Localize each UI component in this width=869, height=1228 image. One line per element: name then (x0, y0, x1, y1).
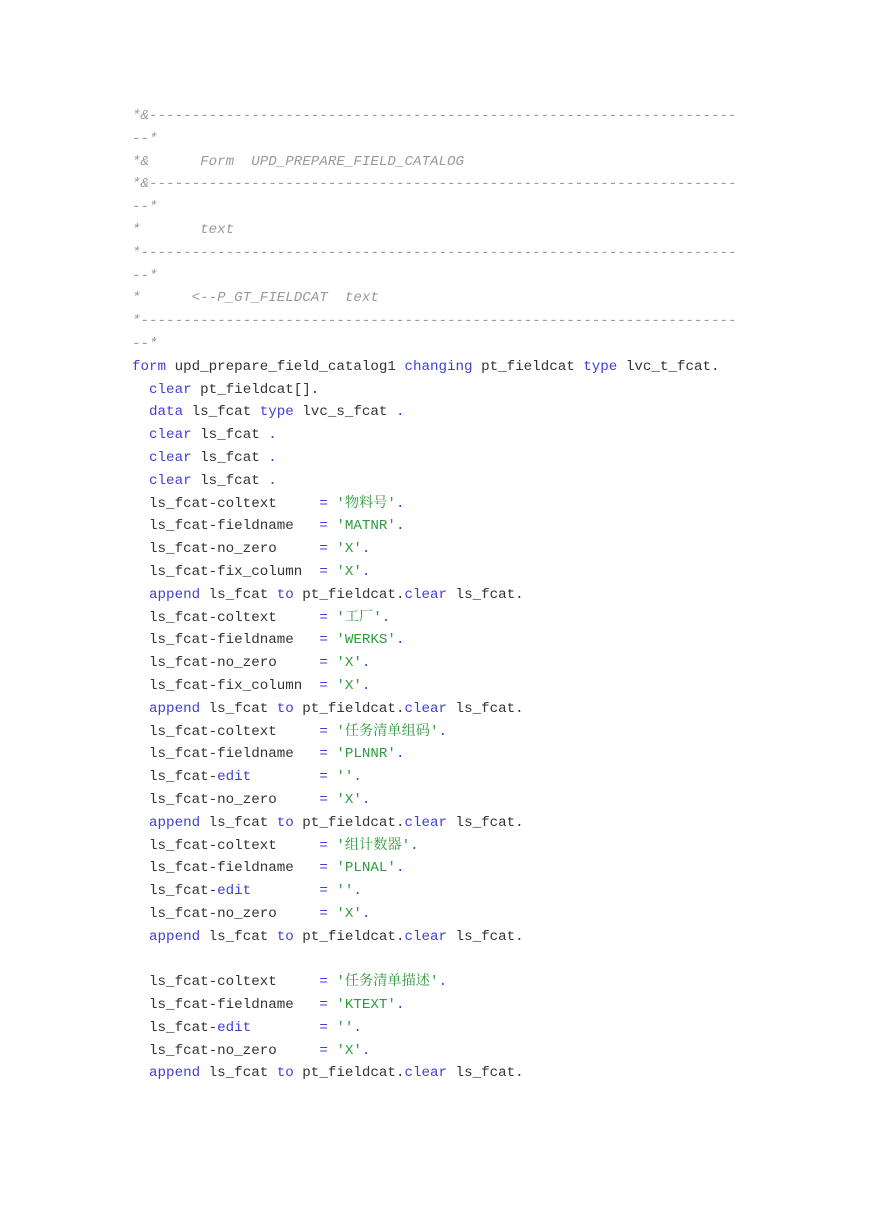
operator-token: . (361, 1042, 371, 1059)
code-text: lvc_t_fcat. (617, 358, 720, 375)
operator-token: = (319, 769, 328, 786)
keyword-token: changing (404, 358, 473, 375)
code-text (132, 450, 149, 466)
code-line (132, 584, 752, 607)
code-text: ls_fcat-fix_column (132, 677, 320, 694)
operator-token: . (353, 769, 362, 786)
operator-token: . (361, 655, 371, 672)
operator-token: . (395, 746, 405, 763)
operator-token: . (268, 449, 277, 466)
operator-token: . (361, 541, 371, 558)
code-line (132, 242, 752, 265)
code-line (132, 766, 752, 789)
keyword-token: clear (404, 814, 448, 831)
code-text (251, 769, 319, 785)
string-literal: '工厂' (336, 609, 382, 626)
code-line (132, 538, 752, 561)
code-text (132, 815, 149, 831)
code-text: ls_fcat (191, 427, 269, 444)
code-text: pt_fieldcat. (293, 1065, 405, 1082)
operator-token: = (319, 997, 328, 1014)
code-text (251, 1020, 319, 1036)
operator-token: . (361, 905, 371, 922)
code-text: ls_fcat-no_zero (132, 655, 320, 672)
code-line (132, 812, 752, 835)
string-literal: 'X' (336, 563, 362, 580)
code-text: ls_fcat-coltext (132, 609, 320, 626)
code-text (251, 883, 319, 899)
operator-token: . (395, 518, 405, 535)
string-literal: '物料号' (336, 495, 396, 512)
code-text: ls_fcat (200, 700, 277, 717)
string-literal: '组计数器' (336, 837, 411, 854)
code-line (132, 356, 752, 379)
code-text: pt_fieldcat. (293, 814, 405, 831)
code-line (132, 652, 752, 675)
code-text: ls_fcat-fieldname (132, 860, 320, 877)
comment-text: --* (132, 267, 158, 284)
code-text: pt_fieldcat. (293, 700, 405, 717)
code-line (132, 310, 752, 333)
operator-token: . (410, 837, 419, 854)
operator-token: . (395, 404, 405, 421)
operator-token: . (268, 472, 277, 489)
operator-token: = (319, 883, 328, 900)
code-text (132, 587, 149, 603)
operator-token: = (319, 791, 328, 808)
code-text: ls_fcat-no_zero (132, 905, 320, 922)
code-text (132, 404, 149, 420)
code-line (132, 698, 752, 721)
code-text (132, 1065, 149, 1081)
code-text (132, 427, 149, 443)
comment-text: * <--P_GT_FIELDCAT text (132, 290, 379, 307)
operator-token: = (319, 609, 328, 626)
code-line (132, 379, 752, 402)
keyword-token: clear (404, 928, 448, 945)
code-line (132, 948, 752, 971)
code-line (132, 333, 752, 356)
code-line (132, 607, 752, 630)
code-line (132, 265, 752, 288)
code-text (132, 701, 149, 717)
operator-token: = (319, 905, 328, 922)
keyword-token: append (149, 814, 201, 831)
keyword-token: form (132, 358, 167, 375)
code-line (132, 835, 752, 858)
code-text: ls_fcat (191, 472, 269, 489)
operator-token: = (319, 837, 328, 854)
keyword-token: to (276, 586, 294, 603)
string-literal: 'X' (336, 905, 362, 922)
code-line (132, 287, 752, 310)
code-text: ls_fcat-fieldname (132, 997, 320, 1014)
code-text: ls_fcat-coltext (132, 723, 320, 740)
operator-token: . (395, 860, 405, 877)
code-line (132, 493, 752, 516)
code-text (132, 473, 149, 489)
string-literal: 'MATNR' (336, 518, 396, 535)
comment-text: * text (132, 221, 235, 238)
code-text: ls_fcat-no_zero (132, 791, 320, 808)
code-text (132, 929, 149, 945)
code-line (132, 470, 752, 493)
operator-token: = (319, 1019, 328, 1036)
comment-text: *&--------------------------------------------------------------------- (132, 108, 737, 124)
code-line (132, 857, 752, 880)
code-line (132, 424, 752, 447)
code-line (132, 1017, 752, 1040)
string-literal: 'X' (336, 677, 362, 694)
code-line (132, 903, 752, 926)
code-text: ls_fcat-no_zero (132, 541, 320, 558)
keyword-token: clear (149, 427, 192, 444)
string-literal: '' (336, 769, 354, 786)
keyword-token: clear (149, 449, 192, 466)
operator-token: = (319, 518, 328, 535)
keyword-token: edit (217, 1019, 252, 1036)
operator-token: . (438, 723, 448, 740)
keyword-token: clear (404, 586, 448, 603)
code-text: ls_fcat-coltext (132, 495, 320, 512)
code-text: ls_fcat (200, 586, 277, 603)
operator-token: . (438, 974, 448, 991)
operator-token: . (353, 883, 362, 900)
operator-token: . (395, 997, 405, 1014)
keyword-token: to (276, 928, 294, 945)
string-literal: '' (336, 883, 354, 900)
code-text: ls_fcat (200, 928, 277, 945)
code-text: pt_fieldcat. (293, 928, 405, 945)
operator-token: = (319, 974, 328, 991)
code-text: ls_fcat-no_zero (132, 1042, 320, 1059)
operator-token: . (361, 791, 371, 808)
code-text: ls_fcat- (132, 1019, 218, 1036)
comment-text: --* (132, 199, 158, 216)
code-line (132, 971, 752, 994)
code-text: ls_fcat (183, 404, 260, 421)
code-line (132, 721, 752, 744)
keyword-token: type (259, 404, 294, 421)
comment-text: --* (132, 335, 158, 352)
code-line (132, 1040, 752, 1063)
code-text: ls_fcat. (447, 1065, 524, 1082)
operator-token: . (353, 1019, 362, 1036)
string-literal: 'PLNAL' (336, 860, 396, 877)
operator-token: = (319, 677, 328, 694)
code-line (132, 196, 752, 219)
keyword-token: clear (404, 700, 448, 717)
code-line (132, 629, 752, 652)
code-text: ls_fcat-fix_column (132, 563, 320, 580)
code-line (132, 743, 752, 766)
keyword-token: data (149, 404, 184, 421)
code-text: ls_fcat- (132, 769, 218, 786)
string-literal: 'X' (336, 1042, 362, 1059)
string-literal: 'X' (336, 541, 362, 558)
code-line (132, 1062, 752, 1085)
operator-token: = (319, 495, 328, 512)
keyword-token: edit (217, 769, 252, 786)
string-literal: 'WERKS' (336, 632, 396, 649)
operator-token: = (319, 541, 328, 558)
code-text: ls_fcat (191, 449, 269, 466)
operator-token: . (361, 563, 371, 580)
keyword-token: to (276, 814, 294, 831)
operator-token: = (319, 1042, 328, 1059)
string-literal: 'X' (336, 791, 362, 808)
comment-text: *& Form UPD_PREPARE_FIELD_CATALOG (132, 153, 465, 170)
keyword-token: clear (404, 1065, 448, 1082)
keyword-token: clear (149, 381, 192, 398)
operator-token: = (319, 860, 328, 877)
keyword-token: append (149, 586, 201, 603)
keyword-token: to (276, 700, 294, 717)
string-literal: '任务清单描述' (336, 974, 439, 991)
code-text: ls_fcat. (447, 700, 524, 717)
code-line (132, 219, 752, 242)
keyword-token: append (149, 700, 201, 717)
string-literal: 'PLNNR' (336, 746, 396, 763)
string-literal: 'X' (336, 655, 362, 672)
code-text: ls_fcat-fieldname (132, 746, 320, 763)
code-text: upd_prepare_field_catalog1 (166, 358, 405, 375)
code-text: lvc_s_fcat (293, 404, 396, 421)
code-line (132, 926, 752, 949)
code-line (132, 515, 752, 538)
code-listing (132, 105, 752, 1085)
string-literal: '' (336, 1019, 354, 1036)
code-line (132, 105, 752, 128)
code-text: pt_fieldcat[]. (191, 381, 320, 398)
code-line (132, 994, 752, 1017)
code-text: ls_fcat-fieldname (132, 518, 320, 535)
code-line (132, 561, 752, 584)
operator-token: = (319, 632, 328, 649)
comment-text: --* (132, 130, 158, 147)
keyword-token: edit (217, 883, 252, 900)
keyword-token: append (149, 1065, 201, 1082)
code-line (132, 173, 752, 196)
code-line (132, 151, 752, 174)
code-text: pt_fieldcat. (293, 586, 405, 603)
code-text: ls_fcat. (447, 928, 524, 945)
code-text (132, 382, 149, 398)
code-text: ls_fcat. (447, 814, 524, 831)
keyword-token: to (276, 1065, 294, 1082)
keyword-token: type (583, 358, 618, 375)
code-text: ls_fcat-coltext (132, 974, 320, 991)
keyword-token: append (149, 928, 201, 945)
operator-token: . (395, 632, 405, 649)
code-line (132, 789, 752, 812)
string-literal: 'KTEXT' (336, 997, 396, 1014)
code-line (132, 447, 752, 470)
code-text: ls_fcat (200, 1065, 277, 1082)
operator-token: . (268, 427, 277, 444)
code-text: ls_fcat-fieldname (132, 632, 320, 649)
operator-token: . (381, 609, 391, 626)
code-text: ls_fcat- (132, 883, 218, 900)
code-line (132, 401, 752, 424)
code-text: ls_fcat-coltext (132, 837, 320, 854)
string-literal: '任务清单组码' (336, 723, 439, 740)
operator-token: . (395, 495, 405, 512)
keyword-token: clear (149, 472, 192, 489)
operator-token: = (319, 746, 328, 763)
comment-text: *---------------------------------------------------------------------- (132, 313, 737, 330)
operator-token: = (319, 563, 328, 580)
comment-text: *---------------------------------------------------------------------- (132, 244, 737, 261)
code-line (132, 675, 752, 698)
operator-token: = (319, 655, 328, 672)
comment-text: *&--------------------------------------------------------------------- (132, 176, 737, 193)
code-line (132, 880, 752, 903)
operator-token: = (319, 723, 328, 740)
code-line (132, 128, 752, 151)
operator-token: . (361, 677, 371, 694)
code-text: ls_fcat. (447, 586, 524, 603)
code-text: ls_fcat (200, 814, 277, 831)
code-text: pt_fieldcat (472, 358, 584, 375)
